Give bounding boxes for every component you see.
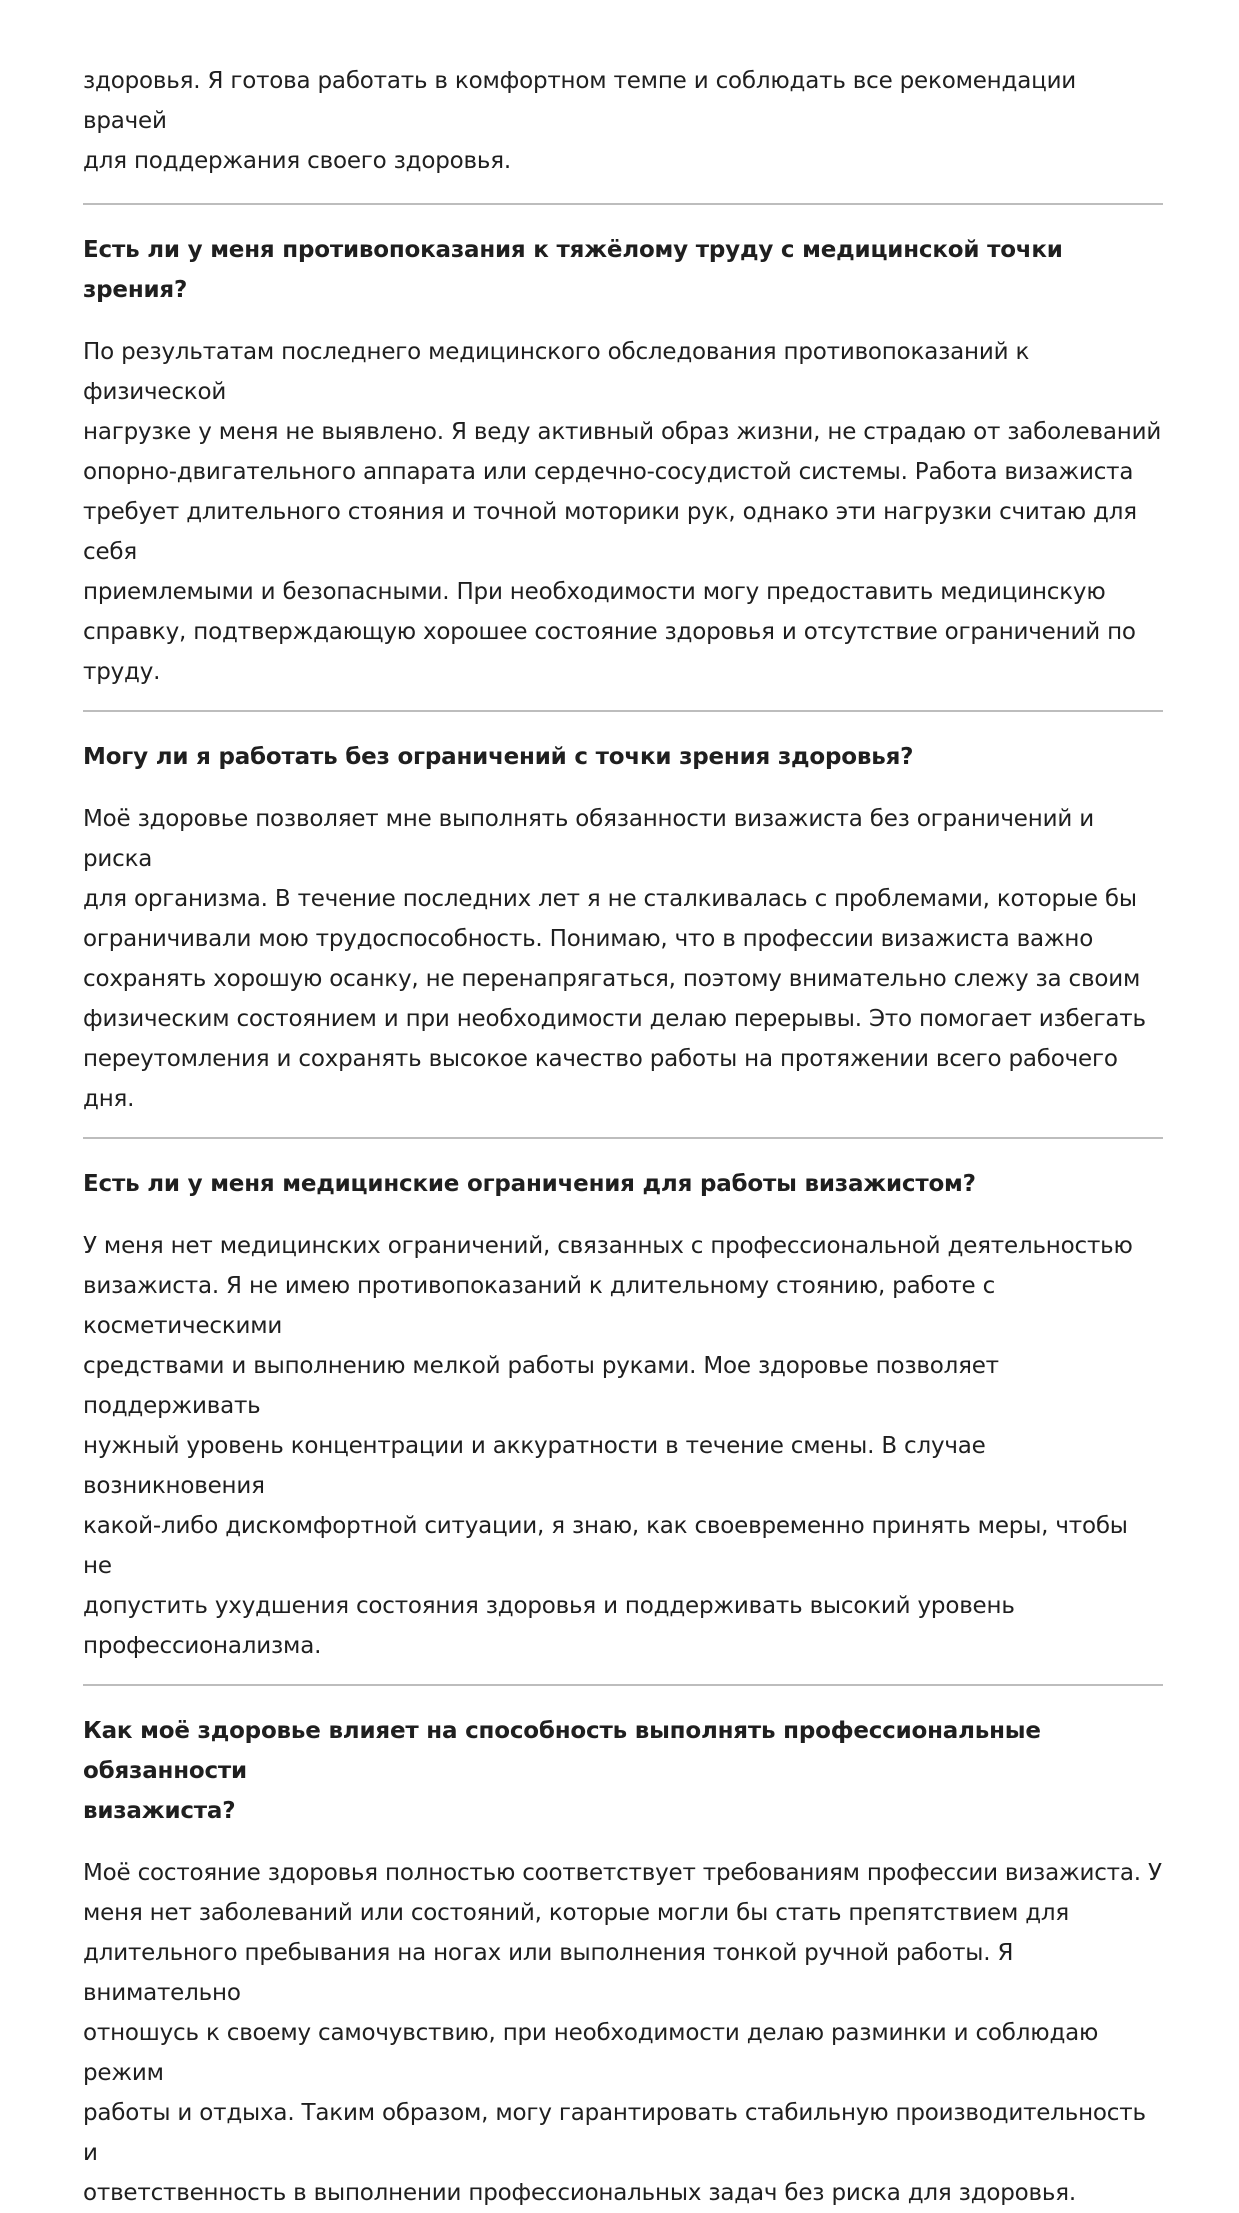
question-heading: Есть ли у меня медицинские ограничения для работы визажистом? [83,1171,976,1197]
section-divider [83,710,1163,712]
qa-section-health-impact [83,1711,1163,2213]
question-heading: Могу ли я работать без ограничений с точки зрения здоровья? [83,744,914,770]
intro-paragraph: здоровья. Я готова работать в комфортном темпе и соблюдать все рекомендации врачей для поддержания своего здоровья. [83,68,1077,174]
section-divider [83,1684,1163,1686]
qa-section-medical-limitations [83,1164,1163,1666]
answer-paragraph: По результатам последнего медицинского обследования противопоказаний к физической нагрузке у меня не выявлено. Я веду активный образ жизни, не страдаю от заболеваний опорно-двигательного аппарата или сердечно-сосудистой системы. Работа визажиста требует длительного стояния и точной моторики рук, однако эти нагрузки считаю для себя приемлемыми и безопасными. При необходимости могу предоставить медицинскую справку, подтверждающую хорошее состояние здоровья и отсутствие ограничений по труду. [83,339,1162,685]
answer-paragraph: Моё здоровье позволяет мне выполнять обязанности визажиста без ограничений и риска для организма. В течение последних лет я не сталкивалась с проблемами, которые бы ограничивали мою трудоспособность. Понимаю, что в профессии визажиста важно сохранять хорошую осанку, не перенапрягаться, поэтому внимательно слежу за своим физическим состоянием и при необходимости делаю перерывы. Это помогает избегать переутомления и сохранять высокое качество работы на протяжении всего рабочего дня. [83,806,1146,1112]
qa-section-contraindications [83,230,1163,692]
document-content [83,61,1163,2213]
question-heading: Как моё здоровье влияет на способность выполнять профессиональные обязанности визажиста? [83,1718,1041,1824]
qa-section-no-restrictions [83,737,1163,1119]
answer-paragraph: Моё состояние здоровья полностью соответствует требованиям профессии визажиста. У меня нет заболеваний или состояний, которые могли бы стать препятствием для длительного пребывания на ногах или выполнения тонкой ручной работы. Я внимательно отношусь к своему самочувствию, при необходимости делаю разминки и соблюдаю режим работы и отдыха. Таким образом, могу гарантировать стабильную производительность и ответственность в выполнении профессиональных задач без риска для здоровья. [83,1860,1162,2206]
answer-paragraph: У меня нет медицинских ограничений, связанных с профессиональной деятельностью визажиста. Я не имею противопоказаний к длительному стоянию, работе с косметическими средствами и выполнению мелкой работы руками. Мое здоровье позволяет поддерживать нужный уровень концентрации и аккуратности в течение смены. В случае возникновения какой-либо дискомфортной ситуации, я знаю, как своевременно принять меры, чтобы не допустить ухудшения состояния здоровья и поддерживать высокий уровень профессионализма. [83,1233,1133,1659]
question-heading: Есть ли у меня противопоказания к тяжёлому труду с медицинской точки зрения? [83,237,1063,303]
section-divider [83,1137,1163,1139]
section-divider [83,203,1163,205]
